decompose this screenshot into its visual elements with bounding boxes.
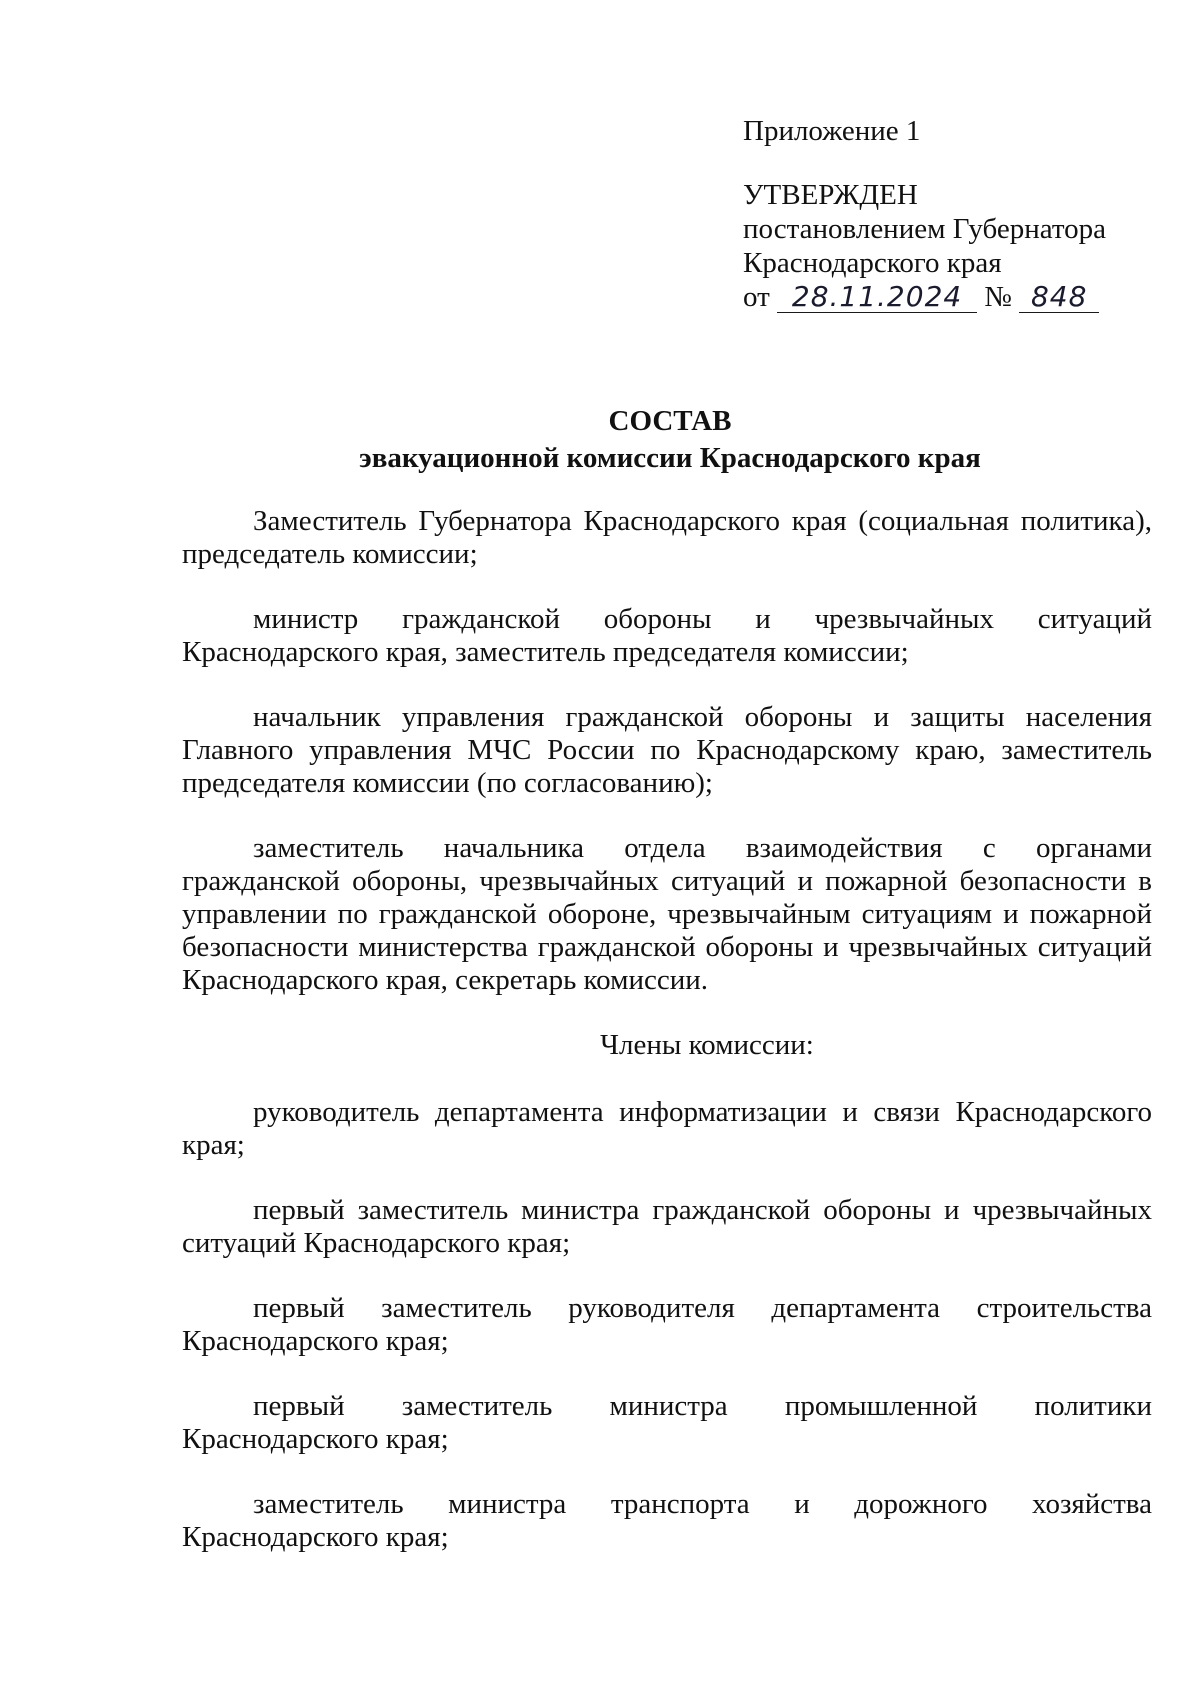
document-title: СОСТАВ	[608, 405, 732, 437]
document-subtitle: эвакуационной комиссии Краснодарского края	[359, 442, 981, 474]
document-body	[182, 505, 1152, 1586]
handwritten-number: 848	[1019, 282, 1099, 313]
member-item: первый заместитель руководителя департамента строительства Краснодарского края;	[182, 1292, 1152, 1357]
date-prefix: от	[743, 281, 770, 313]
chair-paragraph: Заместитель Губернатора Краснодарского края (социальная политика), председатель комиссии;	[182, 505, 1152, 570]
member-item: заместитель министра транспорта и дорожного хозяйства Краснодарского края;	[182, 1488, 1152, 1553]
members-heading: Члены комиссии:	[600, 1029, 814, 1061]
approval-block	[743, 178, 1106, 314]
member-item: руководитель департамента информатизации и связи Краснодарского края;	[182, 1096, 1152, 1161]
member-item: первый заместитель министра промышленной политики Краснодарского края;	[182, 1390, 1152, 1455]
deputy-chair-paragraph-1: министр гражданской обороны и чрезвычайных ситуаций Краснодарского края, заместитель председателя комиссии;	[182, 603, 1152, 668]
appendix-label: Приложение 1	[743, 115, 921, 147]
approval-date-line	[743, 280, 1106, 314]
number-sign: №	[984, 281, 1012, 313]
member-item: первый заместитель министра гражданской обороны и чрезвычайных ситуаций Краснодарского края;	[182, 1194, 1152, 1259]
deputy-chair-paragraph-2: начальник управления гражданской обороны и защиты населения Главного управления МЧС России по Краснодарскому краю, заместитель председателя комиссии (по согласованию);	[182, 701, 1152, 799]
approved-label: УТВЕРЖДЕН	[743, 179, 918, 211]
approval-line-2: Краснодарского края	[743, 247, 1002, 279]
secretary-paragraph: заместитель начальника отдела взаимодействия с органами гражданской обороны, чрезвычайных ситуаций и пожарной безопасности в управлении по гражданской обороне, чрезвычайным ситуациям и пожарной безопасности министерства гражданской обороны и чрезвычайных ситуаций Краснодарского края, секретарь комиссии.	[182, 832, 1152, 996]
approval-line-1: постановлением Губернатора	[743, 213, 1107, 245]
handwritten-date: 28.11.2024	[777, 282, 977, 313]
